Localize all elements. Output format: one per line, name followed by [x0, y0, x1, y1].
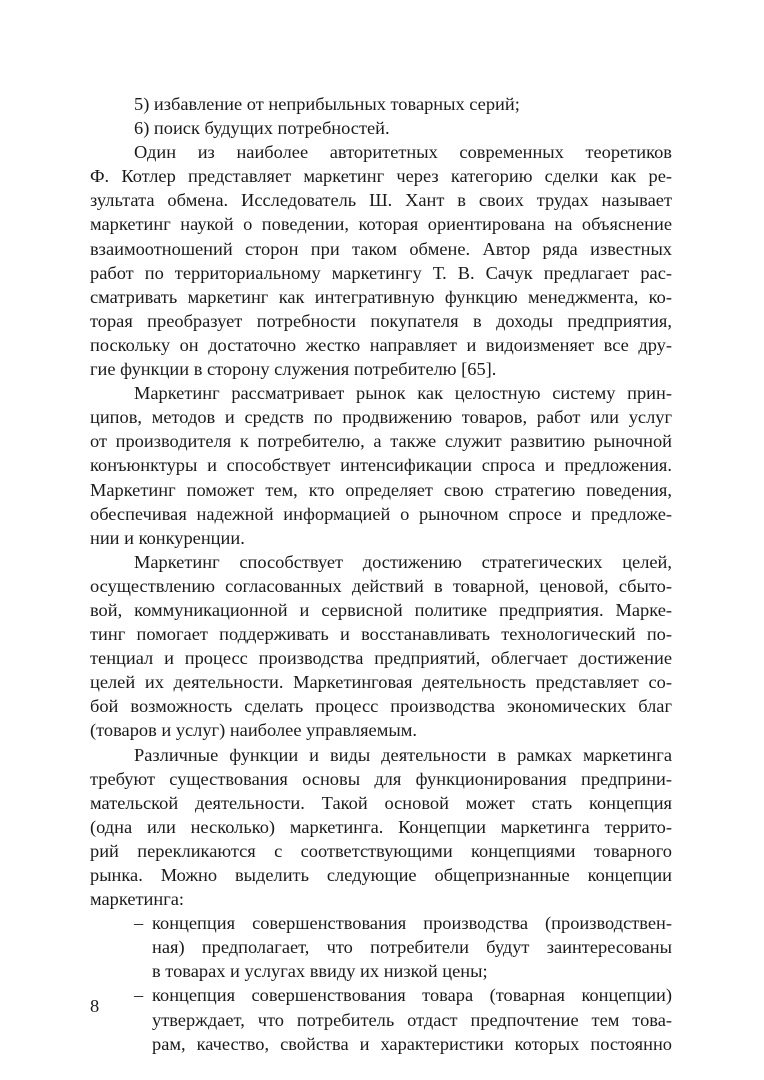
paragraph-line: работ по территориальному маркетингу Т. В. Сачук предлагает рас-: [90, 262, 672, 283]
paragraph-line: осуществлению согласованных действий в товарной, ценовой, сбыто-: [90, 575, 672, 596]
paragraph-line: маркетинга:: [90, 889, 185, 910]
paragraph-line: торая преобразует потребности покупателя в доходы предприятия,: [90, 310, 672, 331]
paragraph-line: вой, коммуникационной и сервисной политике предприятия. Марке-: [90, 599, 672, 620]
paragraph-line: (товаров и услуг) наиболее управляемым.: [90, 720, 417, 741]
paragraph-line: Ф. Котлер представляет маркетинг через категорию сделки как ре-: [90, 166, 672, 187]
page-number: 8: [90, 996, 100, 1016]
list-item-text: ная) предполагает, что потребители будут заинтересованы: [152, 937, 672, 958]
list-item: 6) поиск будущих потребностей.: [134, 118, 390, 139]
paragraph-line: бой возможность сделать процесс производства экономических благ: [90, 696, 672, 717]
paragraph-line: Один из наиболее авторитетных современных теоретиков: [134, 142, 672, 163]
paragraph-line: маркетинг наукой о поведении, которая ориентирована на объяснение: [90, 214, 672, 235]
dash-list-item: [90, 911, 672, 935]
paragraph-line: сматривать маркетинг как интегративную функцию менеджмента, ко-: [90, 286, 672, 307]
paragraph-line: требуют существования основы для функционирования предприни-: [90, 768, 672, 789]
paragraph-line: от производителя к потребителю, а также служит развитию рыночной: [90, 431, 672, 452]
paragraph-line: рынка. Можно выделить следующие общепризнанные концепции: [90, 865, 672, 885]
page-body: [90, 92, 672, 1056]
list-item-text: рам, качество, свойства и характеристики которых постоянно: [152, 1033, 672, 1054]
paragraph-line: рий перекликаются с соответствующими концепциями товарного: [90, 840, 672, 861]
list-item: 5) избавление от неприбыльных товарных серий;: [134, 94, 520, 114]
paragraph-line: конъюнктуры и способствует интенсификации спроса и предложения.: [90, 455, 672, 476]
paragraph-line: Маркетинг рассматривает рынок как целостную систему прин-: [134, 383, 672, 404]
paragraph-line: гие функции в сторону служения потребителю [65].: [90, 359, 497, 380]
list-item-text: утверждает, что потребитель отдаст предпочтение тем това-: [152, 1009, 672, 1030]
paragraph-line: Маркетинг поможет тем, кто определяет свою стратегию поведения,: [90, 479, 672, 500]
paragraph-line: Маркетинг способствует достижению стратегических целей,: [134, 551, 672, 572]
paragraph-line: тинг помогает поддерживать и восстанавливать технологический по-: [90, 624, 672, 645]
list-item-text: в товарах и услугах ввиду их низкой цены;: [152, 961, 488, 982]
dash-list-item: [90, 983, 672, 1007]
paragraph-line: зультата обмена. Исследователь Ш. Хант в своих трудах называет: [90, 190, 672, 211]
paragraph-line: ципов, методов и средств по продвижению товаров, работ или услуг: [90, 407, 672, 428]
paragraph-line: (одна или несколько) маркетинга. Концепции маркетинга террито-: [90, 816, 672, 837]
paragraph-line: целей их деятельности. Маркетинговая деятельность представляет со-: [90, 672, 672, 693]
dash-bullet: –: [134, 985, 144, 1006]
paragraph-line: Различные функции и виды деятельности в рамках маркетинга: [134, 744, 672, 765]
paragraph-line: поскольку он достаточно жестко направляет и видоизменяет все дру-: [90, 334, 672, 355]
paragraph-line: тенциал и процесс производства предприятий, облегчает достижение: [90, 648, 672, 669]
list-item-text: концепция совершенствования товара (товарная концепции): [152, 985, 672, 1006]
paragraph-line: обеспечивая надежной информацией о рыночном спросе и предложе-: [90, 503, 672, 524]
paragraph-line: взаимоотношений сторон при таком обмене. Автор ряда известных: [90, 238, 672, 259]
list-item-text: концепция совершенствования производства (производствен-: [152, 913, 672, 934]
paragraph-line: нии и конкуренции.: [90, 527, 245, 548]
paragraph-line: мательской деятельности. Такой основой может стать концепция: [90, 792, 672, 813]
dash-bullet: –: [134, 913, 144, 934]
